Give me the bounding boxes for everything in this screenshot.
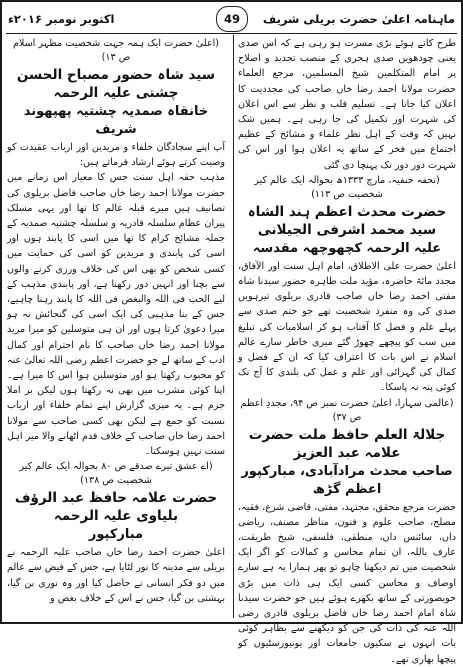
magazine-title: ماہنامہ اعلیٰ حضرت بریلی شریف xyxy=(262,12,455,26)
left-section2-paragraph: اعلیٰ حضرت احمد رضا خاں صاحب علیہ الرحمہ نے بریلی سے مدینہ کا نور لٹایا ہے، جس کے فیض سے عالم میں دو فکر انسانی نے حاصل کیا اور وہ نوری بن گیا، بہشتی بن گیا، جس نے اس کے خلاف بغض و xyxy=(7,547,225,604)
left-section2-heading: حضرت علامہ حافظ عبد الرؤف بلیاوی علیہ الرحمہ xyxy=(14,490,218,525)
quote-citation: (اے عشق تیرے صدقے ص ۸۰ بحوالہ ایک عالم کیر شخصیت ص ۱۳۸) xyxy=(19,461,213,487)
intro-paragraph: طرح کاتے ہوئے بڑی مسرت ہو رہی ہے کہ اس صدی یعنی چودھویں صدی ہجری کے منصب تجدید و اصلاح پر امام المتکلمین شیخ المسلمین، مرجع العلماء حضرت مولانا احمد رضا خاں صاحب کی مجددیت کا اعلان کیا جاتا ہے۔ تسلیم قلب و نظر سے اس اعلان کی شہرت اور تکمیل کی جا رہی ہے۔ ہمیں شک نہیں کہ وقت کے اہل نظر علماء و مشائخ کے عظیم اجتماع میں فخر کے ساتھ یہ اعلان ہوا اور اس کی شہرت دور دور تک پہنچا دی گئی xyxy=(238,38,456,171)
section3-heading: جلالۃ العلم حافظ ملت حضرت علامہ عبد العزیز xyxy=(248,426,446,461)
section2-subheading: علیہ الرحمہ کچھوچھہ مقدسہ xyxy=(252,240,442,256)
section1-heading: سید شاہ حضور مصباح الحسن چشتی علیہ الرحمہ xyxy=(16,67,216,101)
section3-paragraph: حضرت مرجع محقق، مجتہد، مفتی، قاضی شرع، فقیہ، مصلح، صاحب علوم و فنون، مناظر مصنف، ریاضی داں، سائنس داں، منطقی، فلسفی، شیخ طریقت، عارف باللہ، ان تمام محاسن و کمالات کو اگر ایک شخصیت میں تم دیکھنا چاہو تو پھر ہمارا یہ ہے سارے اوصاف و محاسن کسی ایک ہی ذات میں بڑی خوبصورتی کے ساتھ بکھرے ہوئے ہیں جو حضرت سیدنا شاہ امام احمد رضا خاں فاضل بریلوی قادری رضی اللہ عنہ کی ذات کی جن کو دیکھنے سے بظاہر کوئی بات انہوں نے سکیوں جامعات اور یونیورسٹیوں کو پیچھا بھاری تھے۔ xyxy=(238,501,456,665)
column-divider xyxy=(233,35,234,618)
quote-paragraph: مذہب حقہ اہل سنت جس کا معیار اس زمانے میں حضرت مولانا احمد رضا خاں صاحب فاضل بریلوی کی تصانیف ہیں میرے قبلہ عالم کا تھا اور یہی مسلک پیران عظام سلسلہ قادریہ و سلسلہ چشتیہ صمدیہ کے جملہ مشائخ کرام کا تھا میں اسی کا پابند ہوں اور اسی کی پابندی و مریدین کو اسی کی حمایت میں کسی شخص کو بھی اس کی خلاف ورزی کرنے والوں سے بچنا اور انہیں دور رکھنا ہے، اور پابندی مذہب کے لیے الحب فی اللہ والبغض فی اللہ کا پابند رہنا چاہیے، جس کے بنا مذہبی کی ایک اسی کی گنجائش نہ ہو میرا دعویٰ کرتا ہوں اور ان ہی متوسلین کو میرا مرید مولانا احمد رضا خاں صاحب کا نام احترام اور کمال ادب کے ساتھ لے جو حضرت اعظم رضی اللہ تعالیٰ عنہ کو محبوب رکھتا ہو اور متوسلین ہوا اس کا میرا ہے۔ اپنا کوئی مشرب میں بھی نہ رکھتا ہوں لیکن بر املا جرم ہے۔ یہ میری گزارش اپنے تمام خلفاء اور ارباب نسبت کو جمع ہے لیکن بھی کسی صاحب سے مولانا احمد رضا خاں صاحب کے خلاف قدم اٹھانے والا میر اہل سنت نہیں ہوسکتا۔ xyxy=(7,172,225,458)
section2-heading: حضرت محدث اعظم ہند الشاہ سید محمد اشرفی الجیلانی xyxy=(247,203,447,238)
section2-citation: (عالمی سہارا، اعلیٰ حضرت نمبر ص ۹۴، مجددِ اعظم ص ۳۷) xyxy=(240,397,454,423)
left-section2-subheading: مبارکپور xyxy=(88,527,144,543)
intro-citation: (تحفہ حنفیہ، مارچ ۱۳۳۳ھ بحوالہ ایک عالم کیر شخصیت ص ۱۱۳) xyxy=(254,174,440,200)
issue-date: اکتوبر نومبر ۲۰۱۶ء xyxy=(8,12,115,26)
page-number: 49 xyxy=(216,6,248,32)
section3-subheading: صاحب محدث مرادآبادی، مبارکپور اعظم گڑھ xyxy=(241,463,453,497)
header-divider xyxy=(6,33,457,34)
right-column xyxy=(238,36,456,665)
left-column xyxy=(7,36,225,618)
section1-paragraph: آپ اپنے سجادگان خلفاء و مریدین اور ارباب عقیدت کو وصیت کرتے ہوئے ارشاد فرماتے ہیں: xyxy=(7,142,225,169)
top-caption: (اعلیٰ حضرت ایک ہمہ جہت شخصیت مظہر اسلام ص ۱۳) xyxy=(12,38,220,63)
section2-paragraph: اعلیٰ حضرت علی الاطلاق، امام اہل سنت اور الآفاق، مجدد مائۃ حاضرہ، مؤید ملت طاہرہ حضور سیدنا شاہ مفتی احمد رضا خاں صاحب قادری بریلوی تیرہویں صدی کی وہ منفرد شخصیت تھے جو ختم صدی سے پہلے علم و فضل کا آفتاب ہو کر اسلامیات کی تبلیغ میں سب کو پیچھے چھوڑ گئے میری خاطر سارے عالم اسلام نے اس بات کا اعتراف کیا کہ ان کے فضل و کمال کی گہرائی اور علم و عمل کی بلندی کا آج تک کوئی پتہ نہ پاسکا۔ xyxy=(238,260,456,394)
section1-subheading: خانقاہ صمدیہ چشتیہ پھپھوند شریف xyxy=(23,104,209,137)
